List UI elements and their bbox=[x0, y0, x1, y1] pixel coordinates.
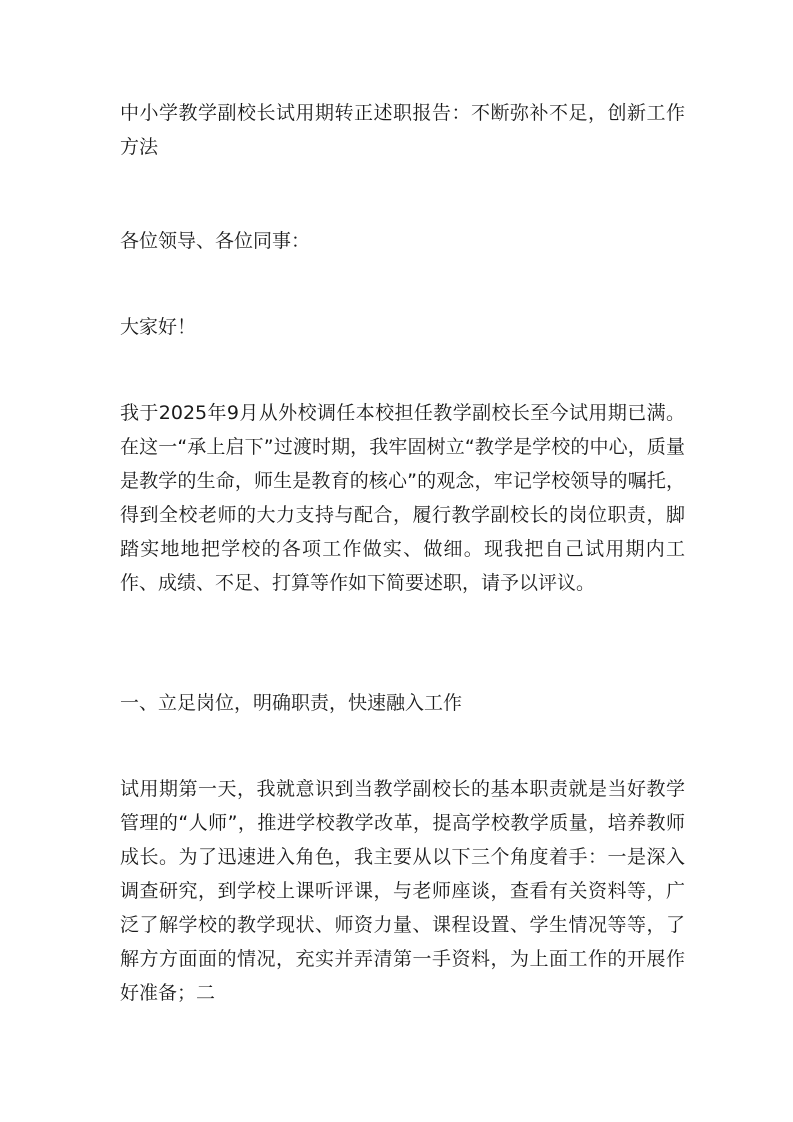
paragraph-2: 试用期第一天，我就意识到当教学副校长的基本职责就是当好教学管理的“人师”，推进学校教学改革，提高学校教学质量，培养教师成长。为了迅速进入角色，我主要从以下三个角度着手：一是深入调查研究，到学校上课听评课，与老师座谈，查看有关资料等，广泛了解学校的教学现状、师资力量、课程设置、学生情况等等，了解方方面面的情况，充实并弄清第一手资料，为上面工作的开展作好准备；二 bbox=[120, 778, 685, 1004]
salutation: 各位领导、各位同事： bbox=[120, 230, 311, 252]
document-title: 中小学教学副校长试用期转正述职报告：不断弥补不足，创新工作方法 bbox=[120, 102, 685, 158]
greeting: 大家好！ bbox=[120, 316, 197, 338]
paragraph-1: 我于2025年9月从外校调任本校担任教学副校长至今试用期已满。在这一“承上启下”过渡时期，我牢固树立“教学是学校的中心，质量是教学的生命，师生是教育的核心”的观念，牢记学校领导的嘱托，得到全校老师的大力支持与配合，履行教学副校长的岗位职责，脚踏实地地把学校的各项工作做实、做细。现我把自己试用期内工作、成绩、不足、打算等作如下简要述职，请予以评议。 bbox=[120, 402, 685, 594]
section-heading-1: 一、立足岗位，明确职责，快速融入工作 bbox=[120, 692, 463, 714]
